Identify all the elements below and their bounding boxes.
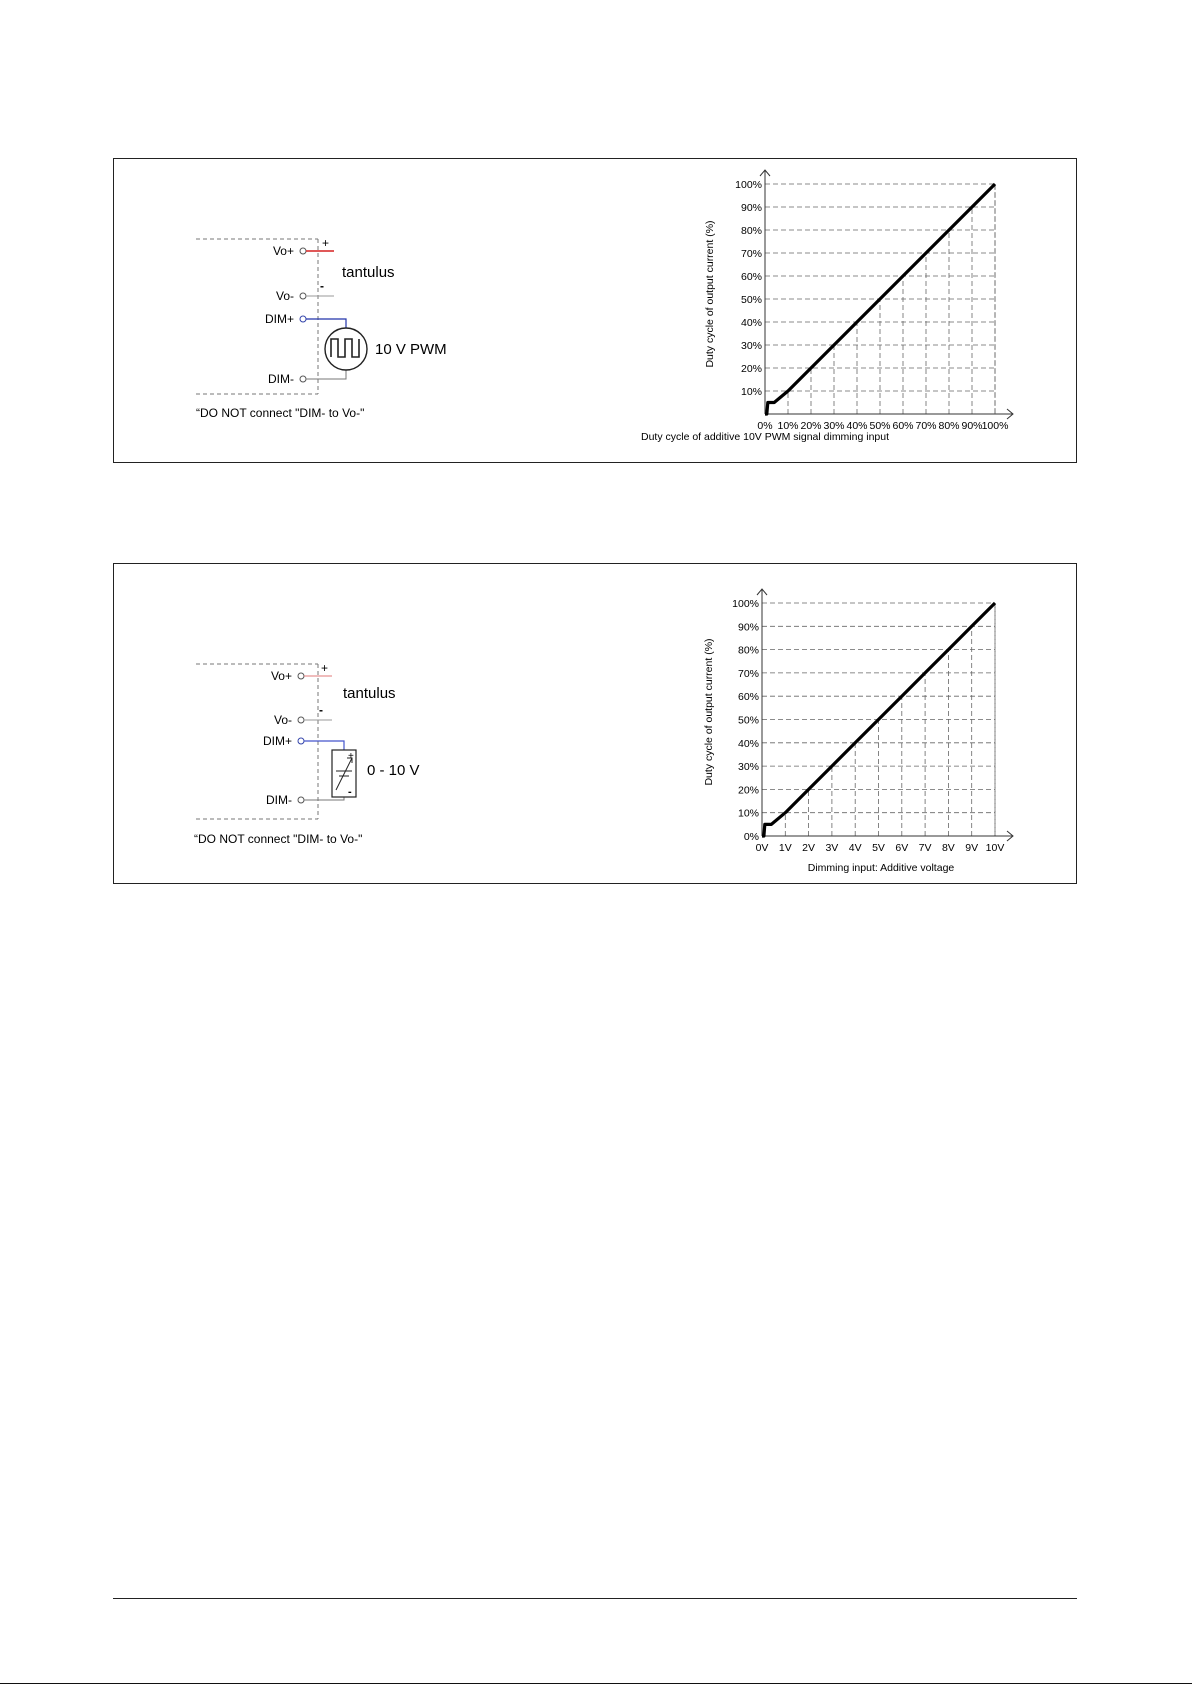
y-tick-label: 70%: [737, 667, 759, 680]
dim-plus-wire: [304, 741, 344, 750]
dim-plus-wire: [306, 319, 346, 328]
y-tick-label: 50%: [737, 714, 759, 727]
y-tick-label: 90%: [737, 621, 759, 634]
x-tick-label: 1V: [778, 842, 792, 854]
footer-rule: [113, 1598, 1077, 1599]
source-minus-sign: -: [348, 786, 352, 798]
voltage-dimming-panel: [113, 563, 1077, 884]
terminal-dim-plus-pin: [298, 738, 304, 744]
terminal-dim-minus: DIM-: [268, 372, 294, 386]
y-tick-label: 0%: [743, 831, 759, 843]
voltage-dimming-chart: [703, 589, 1013, 874]
page-bottom-edge: [0, 1683, 1192, 1684]
y-axis-title: Duty cycle of output current (%): [703, 638, 715, 786]
y-tick-label: 20%: [740, 363, 762, 375]
terminal-dim-minus-pin: [300, 376, 306, 382]
x-tick-label: 100%: [981, 420, 1009, 432]
y-tick-label: 100%: [732, 598, 759, 610]
y-tick-label: 10%: [737, 807, 759, 820]
y-tick-label: 40%: [737, 737, 759, 750]
y-tick-labels: [732, 598, 759, 843]
load-label: tantulus: [342, 264, 395, 281]
terminal-vo-plus: Vo+: [272, 244, 294, 258]
y-tick-label: 60%: [740, 271, 762, 283]
x-tick-label: 30%: [823, 420, 845, 432]
x-tick-label: 60%: [892, 420, 914, 432]
terminal-dim-minus-pin: [298, 797, 304, 803]
terminal-vo-minus: Vo-: [273, 713, 292, 727]
x-tick-label: 2V: [802, 842, 816, 854]
terminal-dim-plus-pin: [300, 316, 306, 322]
terminal-dim-plus: DIM+: [264, 312, 294, 326]
voltage-circuit-diagram: [194, 661, 420, 846]
voltage-dimming-figure: [114, 564, 1076, 883]
plus-sign: +: [321, 661, 329, 675]
x-tick-label: 40%: [846, 420, 868, 432]
x-tick-label: 10%: [777, 420, 799, 432]
pwm-circuit-diagram: [196, 236, 447, 420]
x-tick-label: 70%: [915, 420, 937, 432]
wiring-note: “DO NOT connect "DIM- to Vo-": [196, 406, 365, 420]
x-tick-label: 0%: [757, 420, 773, 432]
y-tick-label: 30%: [740, 340, 762, 352]
y-tick-label: 60%: [737, 691, 759, 704]
x-tick-label: 20%: [800, 420, 822, 432]
x-tick-label: 6V: [895, 842, 909, 854]
x-axis-title: Dimming input: Additive voltage: [807, 862, 955, 874]
terminal-vo-minus: Vo-: [275, 289, 294, 303]
terminal-dim-plus: DIM+: [262, 734, 292, 748]
minus-sign: -: [320, 279, 324, 293]
terminal-vo-minus-pin: [300, 293, 306, 299]
minus-sign: -: [319, 703, 323, 717]
pwm-dimming-chart: [641, 170, 1013, 443]
dim-minus-wire: [306, 370, 346, 379]
y-tick-label: 80%: [737, 644, 759, 657]
y-tick-label: 30%: [737, 761, 759, 774]
x-tick-label: 4V: [848, 842, 862, 854]
y-tick-label: 10%: [740, 386, 762, 398]
y-tick-label: 90%: [740, 202, 762, 214]
y-tick-label: 20%: [737, 784, 759, 797]
terminal-vo-minus-pin: [298, 717, 304, 723]
plus-sign: +: [322, 236, 330, 250]
wiring-note: “DO NOT connect "DIM- to Vo-": [194, 832, 363, 846]
x-tick-label: 3V: [825, 842, 839, 854]
x-tick-label: 50%: [869, 420, 891, 432]
terminal-vo-plus-pin: [298, 673, 304, 679]
x-axis-title: Duty cycle of additive 10V PWM signal dimming input: [640, 431, 890, 443]
x-tick-label: 0V: [755, 842, 769, 854]
y-axis-title: Duty cycle of output current (%): [704, 220, 716, 368]
terminal-dim-minus: DIM-: [266, 793, 292, 807]
terminal-vo-plus-pin: [300, 248, 306, 254]
y-tick-label: 100%: [735, 179, 762, 191]
x-tick-label: 10V: [985, 842, 1005, 854]
y-tick-label: 40%: [740, 317, 762, 329]
x-tick-label: 90%: [961, 420, 983, 432]
x-tick-label: 7V: [918, 842, 932, 854]
y-tick-label: 80%: [740, 225, 762, 237]
pwm-dimming-figure: [114, 159, 1076, 462]
pwm-dimming-panel: [113, 158, 1077, 463]
x-tick-label: 9V: [965, 842, 979, 854]
terminal-vo-plus: Vo+: [270, 669, 292, 683]
source-label: 0 - 10 V: [367, 762, 420, 779]
load-label: tantulus: [343, 685, 396, 702]
source-label: 10 V PWM: [375, 341, 447, 358]
x-tick-label: 80%: [938, 420, 960, 432]
x-tick-label: 8V: [941, 842, 955, 854]
source-plus-sign: +: [348, 751, 354, 762]
y-tick-label: 70%: [740, 248, 762, 260]
x-tick-label: 5V: [872, 842, 885, 854]
y-tick-labels: [735, 179, 762, 398]
y-tick-label: 50%: [740, 294, 762, 306]
x-tick-labels: [756, 842, 1005, 854]
